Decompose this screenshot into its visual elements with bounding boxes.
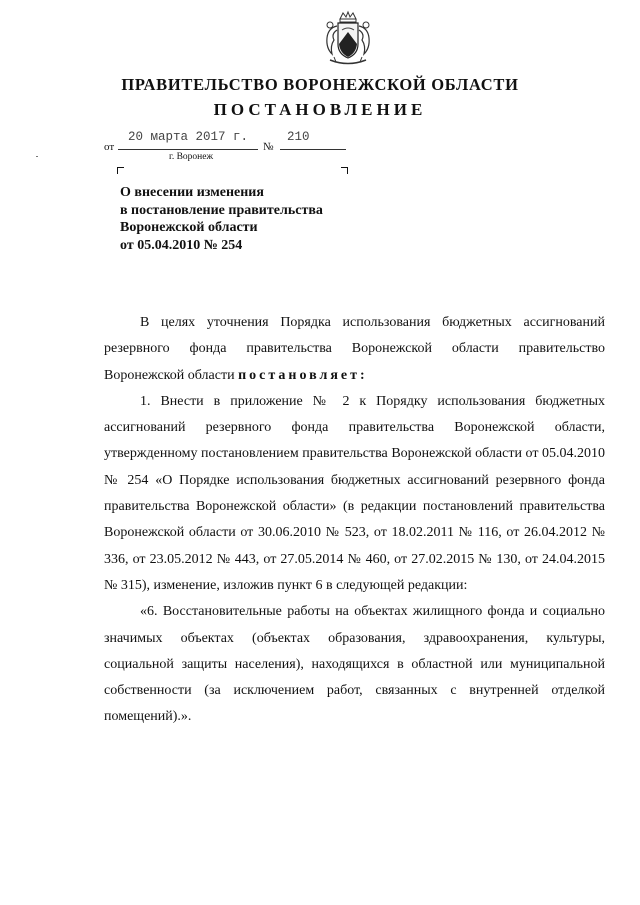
number-underline — [280, 149, 346, 150]
date-value: 20 марта 2017 г. — [128, 130, 249, 144]
quoted-item-6-paragraph: «6. Восстановительные работы на объектах жилищного фонда и социально значимых объектах (объектах образования, здравоохранения, культуры, социальной защиты населения), находящихся в областной или муниципальной собственности (за исключением работ, связанных с внутренней отделкой помещений).». — [104, 604, 605, 725]
organization-title: ПРАВИТЕЛЬСТВО ВОРОНЕЖСКОЙ ОБЛАСТИ — [121, 75, 519, 94]
document-number-value: 210 — [287, 130, 310, 144]
item-1-paragraph: 1. Внести в приложение № 2 к Порядку использования бюджетных ассигнований резервного фонда правительства Воронежской области, утвержденному постановлением правительства Воронежской области от 05.04.2010 № 254 «О Порядке использования бюджетных ассигнований резервного фонда правительства Воронежской области» (в редакции постановлений правительства Воронежской области от 30.06.2010 № 523, от 18.02.2011 № 116, от 26.04.2012 № 336, от 23.05.2012 № 443, от 27.05.2014 № 460, от 27.02.2015 № 130, от 24.04.2015 № 315), изменение, изложив пункт 6 в следующей редакции: — [104, 393, 605, 593]
preamble-paragraph — [104, 310, 605, 389]
document-type-title: ПОСТАНОВЛЕНИЕ — [213, 100, 427, 119]
resolves-keyword: постановляет: — [238, 367, 368, 383]
number-prefix-label: № — [263, 141, 274, 153]
subject-line-3: Воронежской области — [120, 220, 258, 235]
subject-bracket-right — [341, 167, 348, 174]
subject-line-2: в постановление правительства — [120, 202, 323, 218]
date-prefix-label: от — [104, 141, 115, 153]
scan-speck — [36, 156, 38, 157]
subject-line-4: от 05.04.2010 № 254 — [120, 237, 243, 253]
subject-bracket-left — [117, 167, 124, 174]
subject-line-1: О внесении изменения — [120, 185, 264, 200]
date-underline — [118, 149, 258, 150]
document-body — [104, 310, 605, 731]
city-label: г. Воронеж — [169, 152, 214, 162]
preamble-text: В целях уточнения Порядка использования бюджетных ассигнований резервного фонда правительства Воронежской области правительство Воронежской области — [104, 315, 605, 383]
document-subject — [120, 184, 323, 254]
voronezh-coat-of-arms-emblem — [318, 10, 378, 68]
